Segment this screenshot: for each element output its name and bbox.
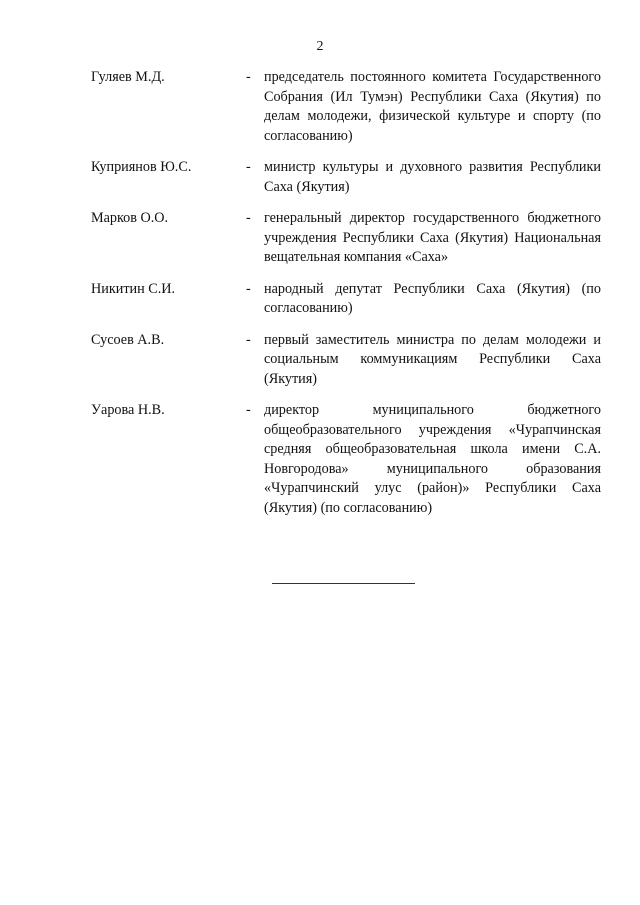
member-role: первый заместитель министра по делам молодежи и социальным коммуникациям Республики Саха (Якутия) [264, 331, 601, 387]
member-name: Уарова Н.В. [91, 402, 165, 418]
member-row [91, 209, 601, 268]
member-dash: - [246, 210, 251, 226]
member-dash: - [246, 402, 251, 418]
member-row [91, 401, 601, 518]
member-role: народный депутат Республики Саха (Якутия) (по согласованию) [264, 280, 601, 316]
member-row [91, 68, 601, 146]
member-dash: - [246, 159, 251, 175]
member-name: Марков О.О. [91, 210, 169, 226]
member-role: генеральный директор государственного бюджетного учреждения Республики Саха (Якутия) Национальная вещательная компания «Саха» [264, 210, 601, 265]
member-role: председатель постоянного комитета Государственного Собрания (Ил Тумэн) Республики Саха (Якутия) по делам молодежи, физической культуре и спорту (по согласованию) [264, 69, 601, 144]
member-name: Куприянов Ю.С. [91, 159, 192, 175]
member-row [91, 280, 601, 319]
member-role: министр культуры и духовного развития Республики Саха (Якутия) [264, 159, 601, 195]
member-name: Сусоев А.В. [91, 331, 165, 348]
member-dash: - [246, 280, 251, 297]
member-row [91, 158, 601, 197]
member-name: Гуляев М.Д. [91, 69, 165, 85]
member-dash: - [246, 69, 251, 85]
member-dash: - [246, 331, 251, 348]
member-row [91, 331, 601, 390]
member-list [91, 68, 601, 530]
end-divider-line [272, 583, 415, 584]
member-role: директор муниципального бюджетного общеобразовательного учреждения «Чурапчинская средняя общеобразовательная школа имени С.А. Новгородова» муниципального образования «Чурапчинский улус (район)» Республики Саха (Якутия) (по согласованию) [264, 402, 601, 516]
page-number: 2 [316, 39, 324, 54]
member-name: Никитин С.И. [91, 280, 176, 297]
